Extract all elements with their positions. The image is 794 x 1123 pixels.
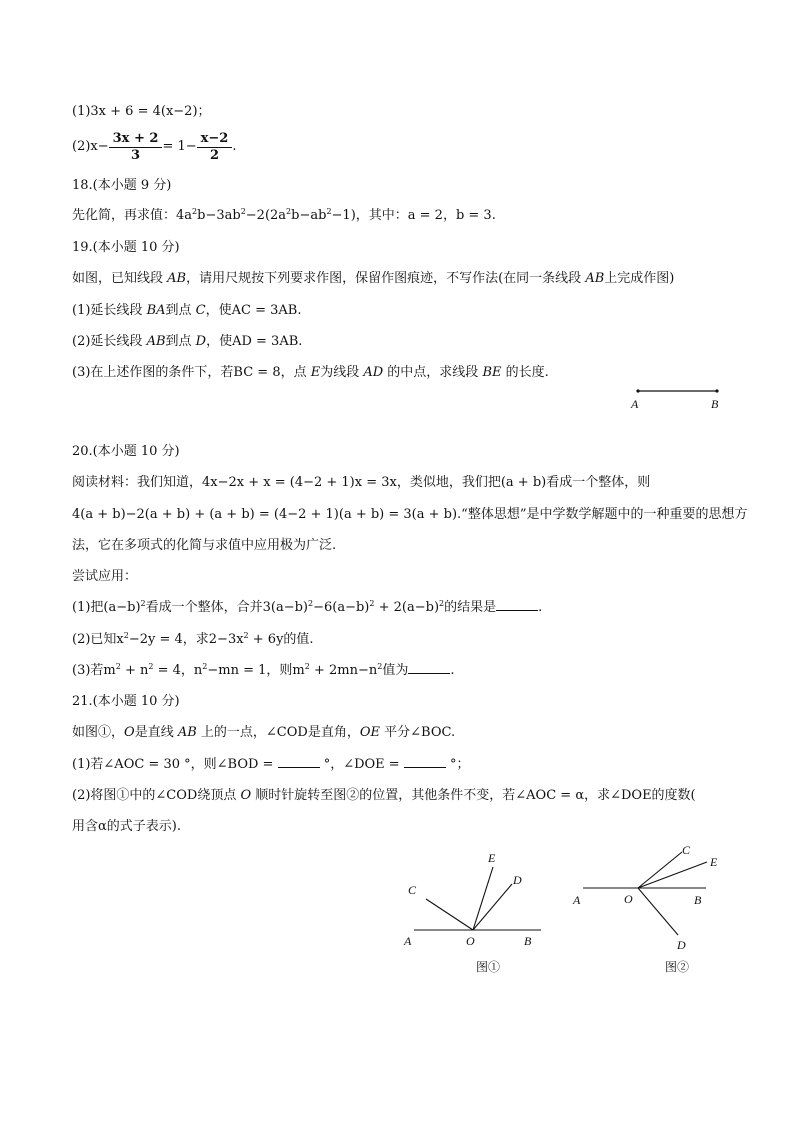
fig1-ray-oe (473, 867, 493, 930)
q21-intro (72, 723, 455, 743)
q20-part1-a: (1)把(a−b) (72, 600, 141, 615)
q20-sup: 2 (304, 662, 310, 671)
q18-sup: 2 (240, 207, 246, 216)
q17-part2-mid: = 1− (162, 139, 197, 154)
segment-ab-label: AB (167, 271, 187, 286)
q21-part2 (72, 786, 696, 806)
fig1-ray-od (473, 884, 512, 930)
q19-intro-c: 上完成作图) (604, 271, 675, 286)
q18-title: 18.(本小题 9 分) (72, 178, 172, 193)
q20-part3 (72, 661, 454, 681)
figure-1 (398, 843, 548, 978)
q20-part3-f: 值为 (382, 663, 409, 678)
figure-2 (565, 838, 735, 978)
q20-text-line1: 阅读材料：我们知道，4x−2x + x = (4−2 + 1)x = 3x，类似地，我们把(a + b)看成一个整体，则 (72, 475, 651, 490)
q19-part2-b: 到点 (165, 334, 196, 349)
fig2-label-b: B (694, 893, 702, 907)
q19-part1-b: 到点 (165, 303, 196, 318)
fig1-label-e: E (488, 851, 496, 865)
fraction-1-numerator: 3x + 2 (112, 130, 159, 146)
q20-part2-c: + 6y的值. (248, 632, 314, 647)
q20-part3-e: + 2mn−n (309, 663, 378, 678)
fig2-label-d: D (677, 938, 686, 952)
q18-sup: 2 (326, 207, 332, 216)
fig2-ray-od (638, 888, 678, 935)
q20-title: 20.(本小题 10 分) (72, 444, 180, 459)
q19-intro-b: ，请用尺规按下列要求作图，保留作图痕迹，不写作法(在同一条线段 (186, 271, 586, 286)
fig1-caption: 图① (476, 960, 501, 974)
fig1-label-d: D (513, 873, 522, 887)
q20-sup: 2 (369, 599, 375, 608)
fig1-label-o: O (466, 934, 475, 948)
q20-sup: 2 (148, 662, 154, 671)
q19-part1 (72, 301, 301, 321)
answer-blank[interactable] (278, 755, 320, 768)
fig2-caption: 图② (665, 960, 690, 974)
q20-text-line3: 法，它在多项式的化简与求值中应用极为广泛. (72, 538, 337, 553)
segment-ad-label: AD (363, 365, 384, 380)
q19-intro-a: 如图，已知线段 (72, 271, 168, 286)
fig1-label-b: B (524, 934, 532, 948)
fraction-2-numerator: x−2 (200, 130, 229, 146)
q20-sup: 2 (123, 631, 129, 640)
q21-part1-a: (1)若∠AOC = 30 °，则∠BOD = (72, 757, 278, 772)
q19-part2 (72, 332, 302, 352)
q21-part2-a: (2)将图①中的∠COD绕顶点 (72, 788, 241, 803)
point-d-label: D (195, 334, 207, 349)
q18-sup: 2 (286, 207, 292, 216)
q17-part2-prefix: (2)x− (72, 139, 109, 154)
point-b-dot (715, 389, 718, 392)
point-c-label: C (195, 303, 206, 318)
ray-oe-label: OE (359, 725, 380, 740)
q20-part1 (72, 598, 542, 618)
q21-part1-b: °，∠DOE = (319, 757, 404, 772)
q20-part3-g: . (450, 663, 455, 678)
q20-part1-e: 的结果是 (444, 600, 497, 615)
q19-part3-d: 的长度. (501, 365, 549, 380)
q19-part3 (72, 363, 549, 383)
q19-part2-a: (2)延长线段 (72, 334, 147, 349)
point-o-label: O (240, 788, 252, 803)
point-o-label: O (124, 725, 135, 740)
fig2-label-a: A (573, 893, 581, 907)
fig19-label-b: B (711, 397, 719, 411)
q20-part1-d: + 2(a−b) (374, 600, 440, 615)
fig2-label-c: C (682, 843, 691, 857)
q21-part2-cont: 用含α的式子表示). (72, 819, 181, 834)
q20-part2 (72, 630, 314, 650)
segment-be-label: BE (482, 365, 502, 380)
fig1-label-c: C (408, 883, 417, 897)
q20-part1-b: 看成一个整体，合并3(a−b) (145, 600, 309, 615)
q19-intro (72, 269, 674, 289)
fraction-1-denominator: 3 (109, 147, 163, 164)
line-ab-label: AB (177, 725, 197, 740)
q21-intro-c: 上的一点，∠COD是直角， (196, 725, 360, 740)
fig2-label-e: E (710, 855, 718, 869)
q20-part3-b: + n (120, 663, 149, 678)
segment-ab-label: AB (146, 334, 166, 349)
q19-part1-a: (1)延长线段 (72, 303, 147, 318)
q18-text-c: −2(2a (245, 208, 287, 223)
point-e-label: E (310, 365, 321, 380)
q18-text-e: −1)，其中：a = 2，b = 3. (331, 208, 496, 223)
q20-sup: 2 (140, 599, 146, 608)
q20-part1-f: . (538, 600, 543, 615)
fig2-label-o: O (624, 892, 633, 906)
q18-text-b: b−3ab (197, 208, 241, 223)
q18-text-a: 先化简，再求值：4a (72, 208, 193, 223)
q21-part1-c: °； (445, 757, 470, 772)
fig1-label-a: A (404, 934, 412, 948)
q19-part2-c: ，使AD = 3AB. (206, 334, 303, 349)
q19-part3-b: 为线段 (320, 365, 364, 380)
q18-text-d: b−ab (291, 208, 327, 223)
q18-sup: 2 (192, 207, 198, 216)
segment-ba-label: BA (146, 303, 166, 318)
q17-part1: (1)3x + 6 = 4(x−2)； (72, 104, 211, 119)
q20-part3-d: −mn = 1，则m (207, 663, 305, 678)
q18-text (72, 206, 496, 226)
q20-part1-c: −6(a−b) (313, 600, 370, 615)
answer-blank[interactable] (496, 598, 538, 611)
point-a-dot (636, 389, 639, 392)
q21-intro-b: 是直线 (134, 725, 178, 740)
q20-sup: 2 (115, 662, 121, 671)
segment-ab-label: AB (585, 271, 605, 286)
q20-sup: 2 (308, 599, 314, 608)
q19-title: 19.(本小题 10 分) (72, 240, 180, 255)
fig2-ray-oe (638, 862, 707, 888)
q20-part3-a: (3)若m (72, 663, 116, 678)
q20-sup: 2 (202, 662, 208, 671)
q20-sup: 2 (377, 662, 383, 671)
q19-part1-c: ，使AC = 3AB. (205, 303, 302, 318)
q21-title: 21.(本小题 10 分) (72, 694, 180, 709)
q20-sup: 2 (243, 631, 249, 640)
q19-part3-a: (3)在上述作图的条件下，若BC = 8，点 (72, 365, 311, 380)
q17-part2 (72, 126, 236, 168)
q20-part3-c: = 4，n (153, 663, 203, 678)
q20-try-heading: 尝试应用： (72, 569, 138, 584)
answer-blank[interactable] (408, 661, 450, 674)
answer-blank[interactable] (404, 755, 446, 768)
fig1-ray-oc (426, 899, 473, 930)
fig19-label-a: A (631, 397, 639, 411)
q21-intro-a: 如图①， (72, 725, 125, 740)
q21-part1 (72, 755, 469, 775)
q20-part2-b: −2y = 4，求2−3x (128, 632, 244, 647)
q19-part3-c: 的中点，求线段 (383, 365, 483, 380)
q17-part2-end: . (232, 139, 237, 154)
fraction-2 (199, 131, 231, 164)
q20-sup: 2 (439, 599, 445, 608)
q21-intro-d: 平分∠BOC. (380, 725, 456, 740)
segment-ab-figure (620, 382, 730, 414)
q20-part2-a: (2)已知x (72, 632, 124, 647)
fraction-2-denominator: 2 (197, 147, 233, 164)
fraction-1 (111, 131, 161, 164)
q20-text-line2: 4(a + b)−2(a + b) + (a + b) = (4−2 + 1)(a + b) = 3(a + b).“整体思想”是中学数学解题中的一种重要的思想方 (72, 507, 748, 522)
q21-part2-b: 顺时针旋转至图②的位置，其他条件不变，若∠AOC = α，求∠DOE的度数( (251, 788, 696, 803)
fig2-ray-oc (638, 852, 682, 888)
